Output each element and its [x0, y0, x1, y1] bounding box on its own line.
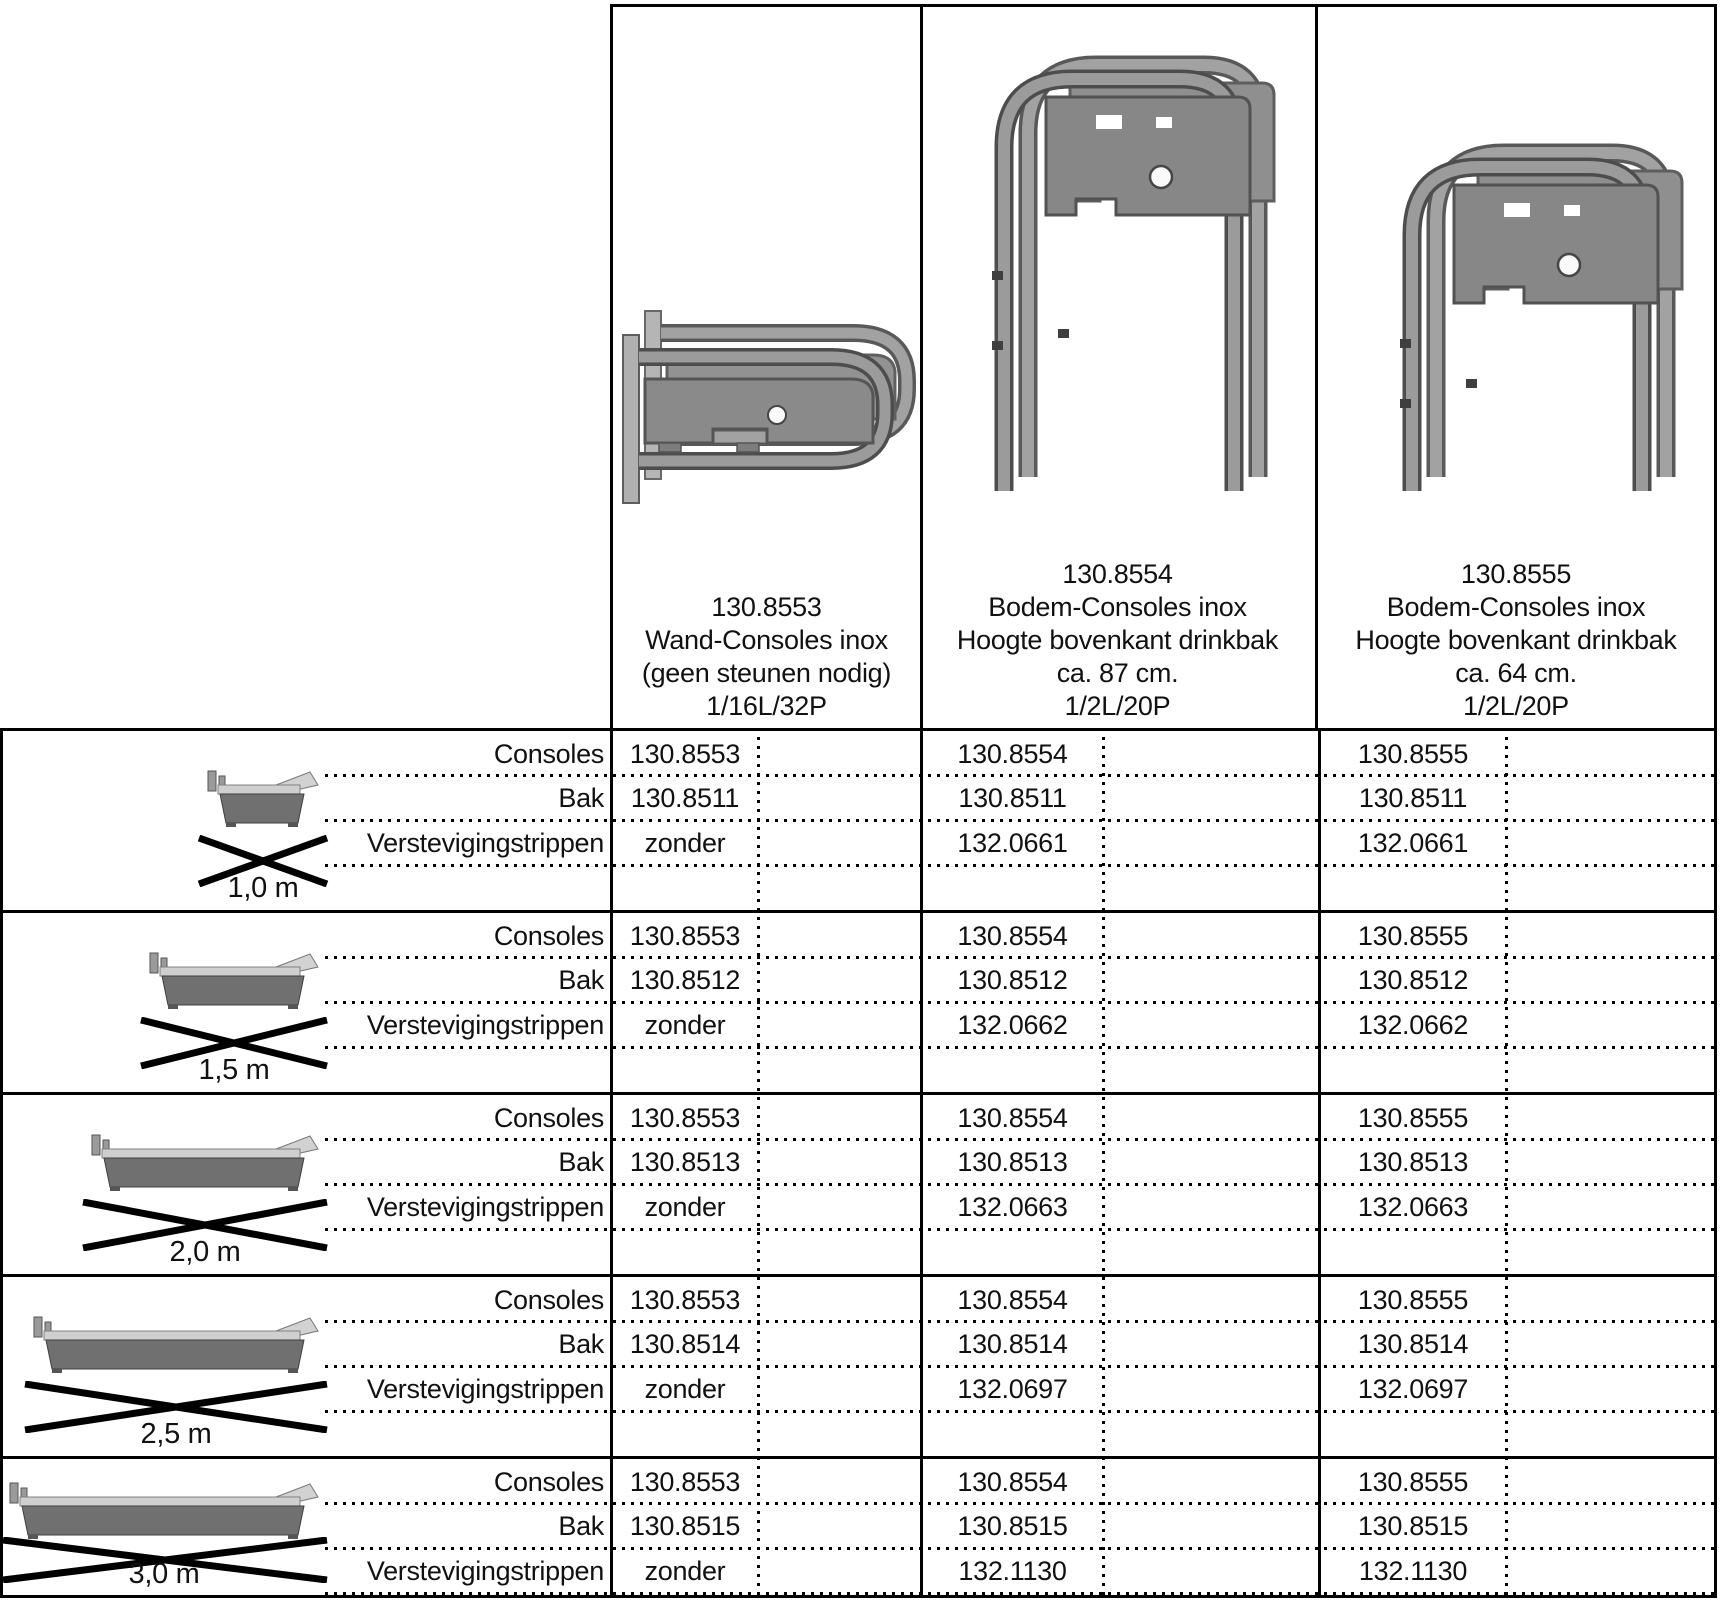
article-cell: 132.0662 — [1357, 1010, 1469, 1040]
article-cell: 130.8513 — [957, 1147, 1068, 1177]
length-group-3-0m — [0, 1459, 1717, 1595]
trough-image — [204, 769, 322, 833]
length-group-1-5m — [0, 913, 1717, 1092]
article-cell: zonder — [644, 1556, 726, 1586]
article-number: 130.8555 — [1460, 559, 1572, 589]
row-label: Verstevigingstrippen — [366, 1374, 604, 1404]
product-column-floor-console-short — [1318, 4, 1717, 728]
article-cell: 130.8511 — [630, 783, 740, 813]
product-name: Wand-Consoles inox — [645, 625, 888, 655]
length-group-2-0m — [0, 1095, 1717, 1274]
row-label: Consoles — [493, 1103, 604, 1133]
row-label: Consoles — [493, 1467, 604, 1497]
product-column-floor-console-tall — [920, 4, 1318, 728]
article-cell: 130.8513 — [629, 1147, 741, 1177]
row-label: Verstevigingstrippen — [366, 1010, 604, 1040]
article-cell: 130.8512 — [1357, 965, 1469, 995]
product-name: Bodem-Consoles inox — [1386, 592, 1646, 622]
length-label: 1,5 m — [198, 1054, 270, 1086]
length-label: 1,0 m — [227, 872, 299, 904]
packing-code: 1/2L/20P — [1064, 691, 1171, 721]
product-name: Bodem-Consoles inox — [988, 592, 1247, 622]
row-label: Bak — [558, 1329, 604, 1359]
article-cell: 132.0661 — [1357, 828, 1469, 858]
row-label: Consoles — [493, 1285, 604, 1315]
article-cell: 130.8555 — [1357, 921, 1469, 951]
article-cell: 130.8553 — [629, 739, 741, 769]
article-cell: 130.8553 — [629, 1467, 741, 1497]
length-group-2-5m — [0, 1277, 1717, 1456]
article-cell: 130.8513 — [1357, 1147, 1469, 1177]
trough-image — [6, 1481, 322, 1545]
article-cell: 130.8511 — [958, 783, 1067, 813]
article-cell: zonder — [644, 828, 726, 858]
row-label: Bak — [558, 783, 604, 813]
product-note: Hoogte bovenkant drinkbak — [956, 625, 1279, 655]
trough-image — [146, 951, 322, 1015]
article-cell: 130.8514 — [1357, 1329, 1469, 1359]
article-cell: 132.0697 — [1357, 1374, 1469, 1404]
article-cell: 130.8515 — [957, 1511, 1068, 1541]
article-cell: 130.8554 — [957, 739, 1068, 769]
article-cell: 130.8511 — [1358, 783, 1468, 813]
article-cell: 130.8555 — [1357, 1285, 1469, 1315]
article-cell: zonder — [644, 1192, 726, 1222]
product-caption — [613, 591, 920, 723]
floor-console-short-image — [1356, 107, 1686, 491]
row-label: Consoles — [493, 921, 604, 951]
product-note: (geen steunen nodig) — [641, 658, 892, 688]
article-cell: 130.8553 — [629, 1103, 741, 1133]
article-cell: 132.1130 — [1358, 1556, 1468, 1586]
product-note: Hoogte bovenkant drinkbak — [1355, 625, 1677, 655]
article-cell: 132.0663 — [1357, 1192, 1469, 1222]
article-cell: 130.8555 — [1357, 1467, 1469, 1497]
length-label: 3,0 m — [128, 1558, 200, 1590]
article-cell: 130.8514 — [957, 1329, 1068, 1359]
article-cell: 130.8515 — [629, 1511, 741, 1541]
article-cell: zonder — [644, 1374, 726, 1404]
product-height: ca. 87 cm. — [1056, 658, 1179, 688]
article-cell: 130.8555 — [1357, 739, 1469, 769]
row-label: Verstevigingstrippen — [366, 828, 604, 858]
article-number: 130.8553 — [711, 592, 822, 622]
row-label: Consoles — [493, 739, 604, 769]
article-cell: 132.0663 — [957, 1192, 1068, 1222]
article-cell: 130.8553 — [629, 921, 741, 951]
length-group-1-0m — [0, 731, 1717, 910]
row-label: Verstevigingstrippen — [366, 1556, 604, 1586]
article-cell: 132.0662 — [957, 1010, 1068, 1040]
article-cell: 130.8553 — [629, 1285, 741, 1315]
product-height: ca. 64 cm. — [1455, 658, 1577, 688]
floor-console-tall-image — [948, 19, 1278, 491]
trough-image — [88, 1133, 322, 1197]
row-label: Bak — [558, 965, 604, 995]
article-cell: 130.8554 — [957, 1103, 1068, 1133]
row-label: Verstevigingstrippen — [366, 1192, 604, 1222]
table-border-bottom — [0, 1595, 1717, 1598]
article-cell: 132.1130 — [958, 1556, 1067, 1586]
length-label: 2,0 m — [169, 1236, 241, 1268]
row-label: Bak — [558, 1147, 604, 1177]
product-column-wall-console — [610, 4, 923, 728]
article-number: 130.8554 — [1062, 559, 1173, 589]
article-cell: 130.8554 — [957, 1467, 1068, 1497]
article-cell: zonder — [644, 1010, 726, 1040]
article-cell: 130.8555 — [1357, 1103, 1469, 1133]
length-label: 2,5 m — [140, 1418, 212, 1450]
row-label: Bak — [558, 1511, 604, 1541]
packing-code: 1/16L/32P — [706, 691, 827, 721]
trough-image — [30, 1315, 322, 1379]
packing-code: 1/2L/20P — [1463, 691, 1569, 721]
product-caption — [1318, 558, 1714, 723]
article-cell: 130.8554 — [957, 1285, 1068, 1315]
article-cell: 130.8515 — [1357, 1511, 1469, 1541]
article-cell: 132.0661 — [957, 828, 1068, 858]
article-cell: 130.8514 — [629, 1329, 741, 1359]
wall-console-image — [619, 293, 919, 525]
product-caption — [920, 558, 1315, 723]
article-cell: 130.8512 — [629, 965, 741, 995]
article-cell: 132.0697 — [957, 1374, 1068, 1404]
article-cell: 130.8554 — [957, 921, 1068, 951]
article-cell: 130.8512 — [957, 965, 1068, 995]
